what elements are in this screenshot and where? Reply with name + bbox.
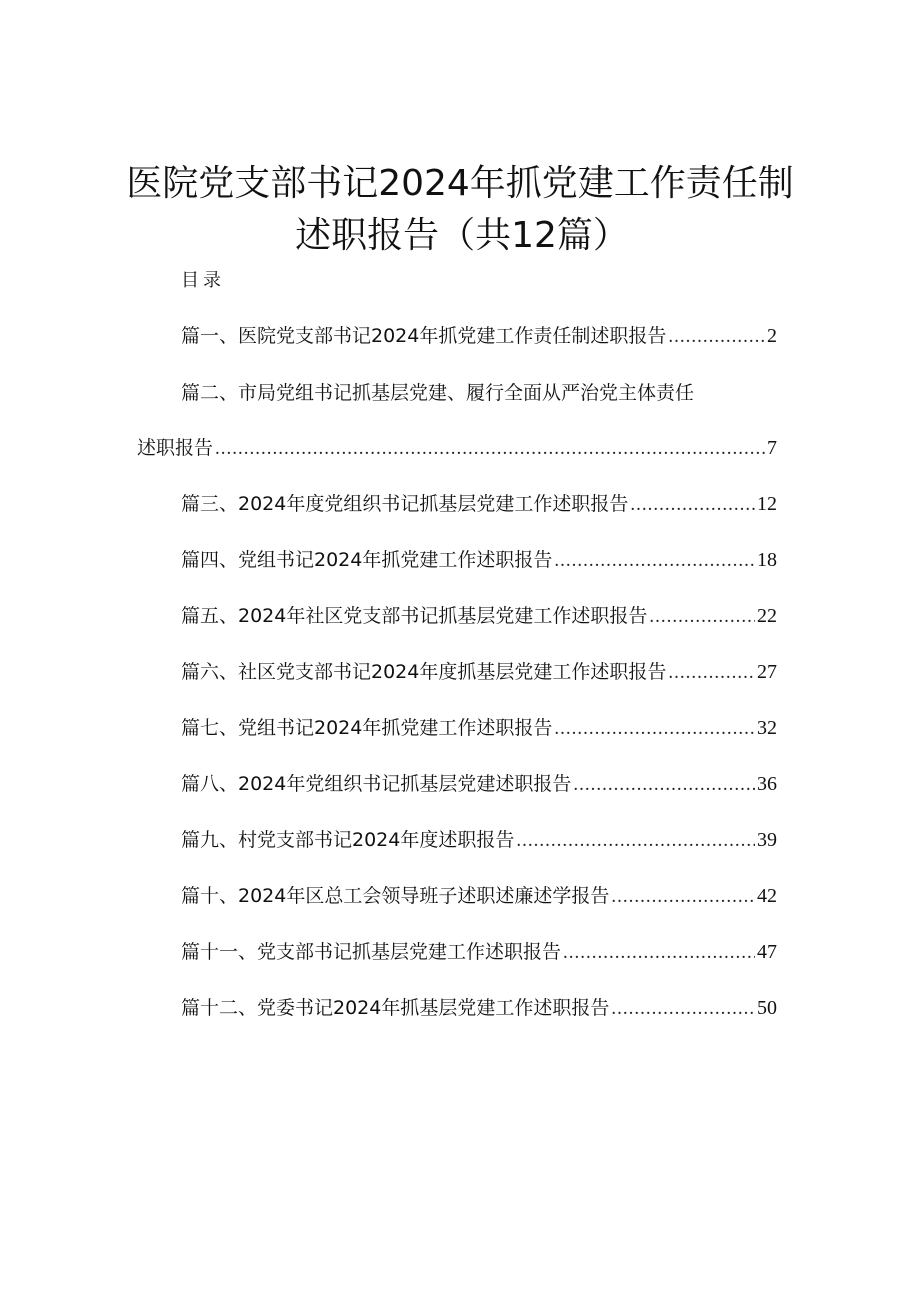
toc-heading: 目录 (181, 270, 225, 291)
title-line-1: 医院党支部书记2024年抓党建工作责任制 (126, 163, 794, 205)
toc-entry[interactable] (181, 995, 777, 1022)
toc-entry[interactable] (181, 603, 777, 630)
toc-entry-page: 39 (757, 829, 777, 851)
toc-entry-label: 篇二、市局党组书记抓基层党建、履行全面从严治党主体责任 (181, 382, 695, 404)
toc-entry-label: 篇六、社区党支部书记2024年度抓基层党建工作述职报告 (181, 661, 667, 683)
toc-entry[interactable] (181, 827, 777, 854)
toc-entry-continuation[interactable] (137, 435, 777, 462)
toc-entry-label: 篇五、2024年社区党支部书记抓基层党建工作述职报告 (181, 605, 648, 627)
toc-dot-leader (611, 884, 755, 910)
toc-entry-page: 18 (757, 549, 777, 571)
toc-entry-page: 2 (767, 325, 777, 347)
toc-entry-page: 27 (757, 661, 777, 683)
toc-entry-label: 篇九、村党支部书记2024年度述职报告 (181, 829, 515, 851)
toc-dot-leader (554, 548, 755, 574)
toc-entry-label: 述职报告 (137, 437, 214, 459)
toc-entry[interactable] (181, 939, 777, 966)
toc-dot-leader (649, 604, 755, 630)
toc-entry[interactable] (181, 380, 741, 406)
toc-dot-leader (573, 772, 755, 798)
toc-entry-label: 篇三、2024年度党组织书记抓基层党建工作述职报告 (181, 493, 629, 515)
toc-entry-page: 32 (757, 717, 777, 739)
toc-dot-leader (668, 324, 765, 350)
toc-dot-leader (554, 716, 755, 742)
toc-entry[interactable] (181, 715, 777, 742)
toc-entry[interactable] (181, 323, 777, 350)
toc-entry-label: 篇十一、党支部书记抓基层党建工作述职报告 (181, 941, 562, 963)
toc-entry-page: 42 (757, 885, 777, 907)
toc-entry[interactable] (181, 883, 777, 910)
toc-entry-page: 47 (757, 941, 777, 963)
toc-dot-leader (563, 940, 755, 966)
toc-entry-page: 7 (767, 437, 777, 459)
toc-entry-page: 22 (757, 605, 777, 627)
document-title (0, 160, 920, 260)
toc-entry-label: 篇七、党组书记2024年抓党建工作述职报告 (181, 717, 553, 739)
toc-dot-leader (215, 436, 765, 462)
toc-entry-label: 篇四、党组书记2024年抓党建工作述职报告 (181, 549, 553, 571)
toc-entry-label: 篇一、医院党支部书记2024年抓党建工作责任制述职报告 (181, 325, 667, 347)
toc-entry[interactable] (181, 659, 777, 686)
toc-entry-label: 篇八、2024年党组织书记抓基层党建述职报告 (181, 773, 572, 795)
toc-entry-page: 36 (757, 773, 777, 795)
toc-dot-leader (516, 828, 755, 854)
toc-dot-leader (630, 492, 755, 518)
toc-dot-leader (611, 996, 755, 1022)
title-line-2: 述职报告（共12篇） (295, 215, 629, 257)
toc-dot-leader (668, 660, 755, 686)
toc-entry-label: 篇十、2024年区总工会领导班子述职述廉述学报告 (181, 885, 610, 907)
toc-entry-page: 12 (757, 493, 777, 515)
toc-entry-page: 50 (757, 997, 777, 1019)
toc-entry[interactable] (181, 547, 777, 574)
toc-entry-label: 篇十二、党委书记2024年抓基层党建工作述职报告 (181, 997, 610, 1019)
toc-entry[interactable] (181, 771, 777, 798)
toc-entry[interactable] (181, 491, 777, 518)
